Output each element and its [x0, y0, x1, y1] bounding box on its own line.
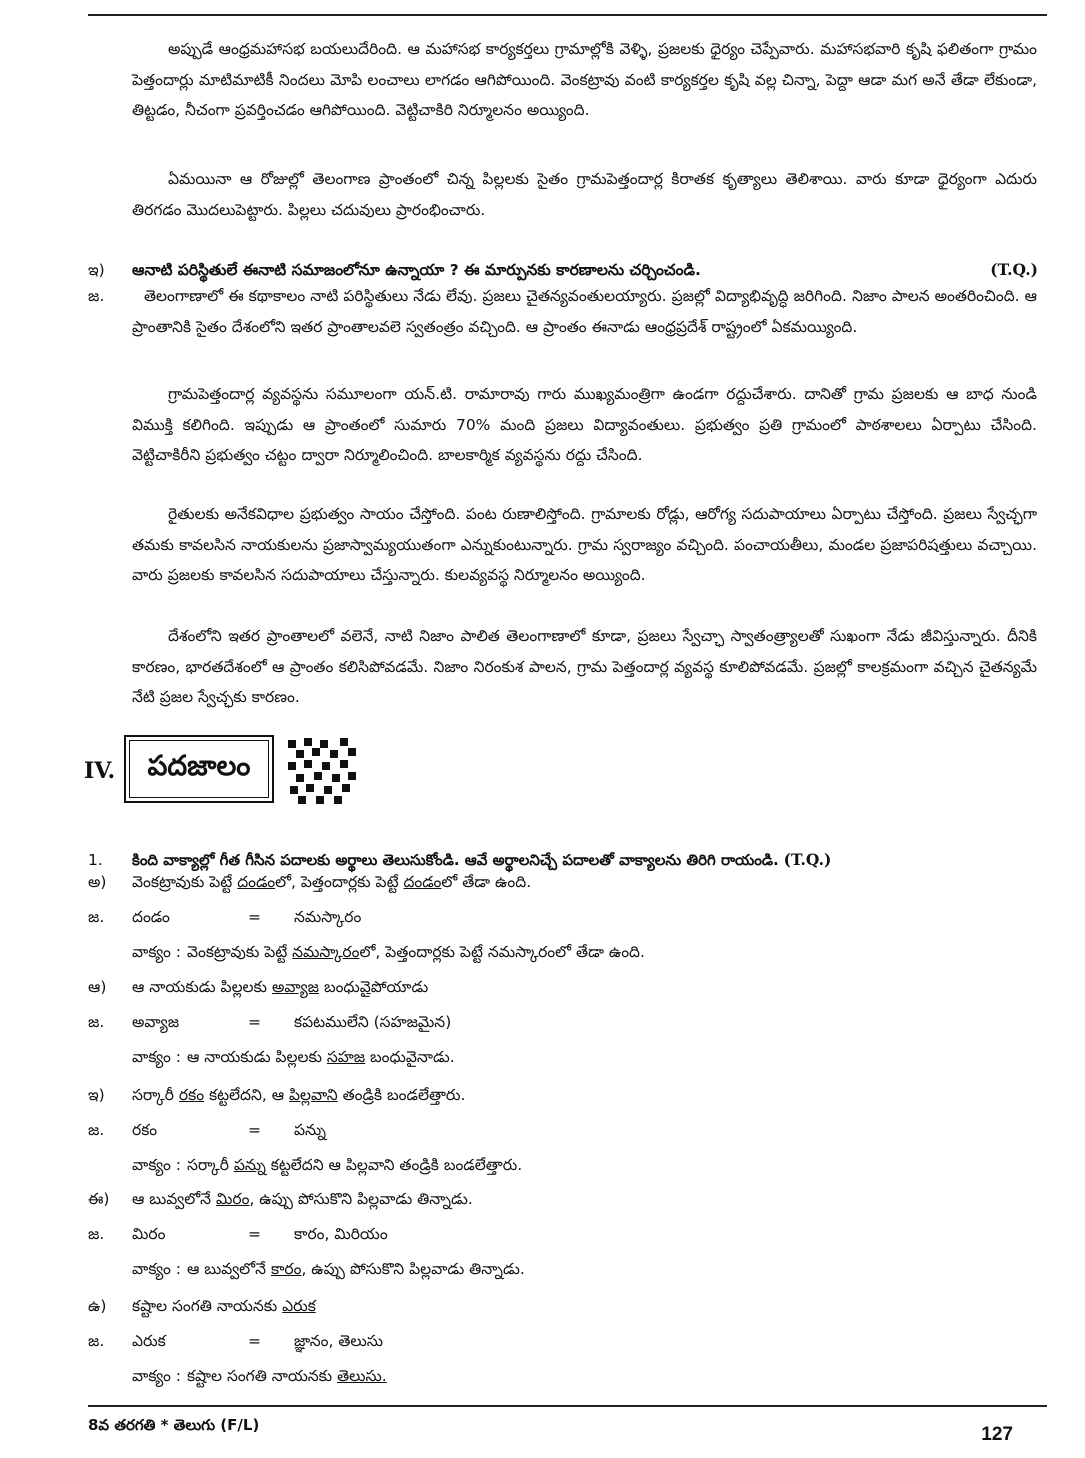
vakyam-label: వాక్యం :	[132, 1048, 181, 1066]
sentence-part: ఎరుక	[282, 1297, 316, 1315]
vakyam-label: వాక్యం :	[132, 1156, 181, 1174]
page-number: 127	[981, 1424, 1013, 1445]
item-marker: ఆ)	[88, 978, 107, 996]
sentence-part: మిరం	[216, 1190, 250, 1208]
sentence-part: ఆ బువ్వలోనే	[186, 1260, 271, 1278]
sentence-part: కారం	[270, 1260, 302, 1278]
sentence-part: కట్టలేదని ఆ పిల్లవాని తండ్రికి బండలేత్తారు.	[265, 1156, 523, 1174]
body-paragraph-1: అప్పుడే ఆంధ్రమహాసభ బయలుదేరింది. ఆ మహాసభ కార్యకర్తలు గ్రామాల్లోకి వెళ్ళి, ప్రజలకు ధైర్యం చెప్పేవారు. మహాసభవారి కృషి ఫలితంగా గ్రామం పెత్తందార్లు మాటిమాటికీ నిందలు మోపి లంచాలు లాగడం ఆగిపోయింది. వెంకట్రావు వంటి కార్యకర్తల కృషి వల్ల చిన్నా, పెద్దా ఆడా మగ అనే తేడా లేకుండా, తిట్టడం, నీచంగా ప్రవర్తించడం ఆగిపోయింది. వెట్టిచాకిరి నిర్మూలనం అయ్యింది.	[132, 40, 1037, 119]
vocab-rewritten-sentence	[132, 940, 645, 964]
sentence-part: దండం	[237, 873, 276, 891]
sentence-part: తండ్రికి బండలేత్తారు.	[337, 1086, 466, 1104]
vocab-word: రకం	[132, 1121, 158, 1139]
answer-paragraph-4: దేశంలోని ఇతర ప్రాంతాలలో వలెనే, నాటి నిజాం పాలిత తెలంగాణాలో కూడా, ప్రజలు స్వేచ్ఛా స్వాతంత్ర్యాలతో సుఖంగా నేడు జీవిస్తున్నారు. దీనికి కారణం, భారతదేశంలో ఆ ప్రాంతం కలిసిపోవడమే. నిజాం నిరంకుశ పాలన, గ్రామ పెత్తందార్ల వ్యవస్థ కూలిపోవడమే. ప్రజల్లో కాలక్రమంగా వచ్చిన చైతన్యమే నేటి ప్రజల స్వేచ్ఛకు కారణం.	[132, 627, 1037, 706]
vocab-word: దండం	[132, 908, 170, 926]
vocab-question-number: 1.	[88, 851, 103, 869]
sentence-part: సహజ	[326, 1048, 366, 1066]
sentence-part: పన్ను	[233, 1156, 266, 1174]
vocab-question	[88, 848, 831, 872]
answer-marker: జ.	[88, 287, 105, 305]
answer-paragraph-2: గ్రామపెత్తందార్ల వ్యవస్థను సమూలంగా యన్.టి. రామారావు గారు ముఖ్యమంత్రిగా ఉండగా రద్దుచేశారు. దానితో గ్రామ ప్రజలకు ఆ బాధ నుండి విముక్తి కలిగింది. ఇప్పుడు ఆ ప్రాంతంలో సుమారు 70% మంది ప్రజలు విద్యావంతులు. ప్రభుత్వం ప్రతి గ్రామంలో పాఠశాలలు ఏర్పాటు చేసింది. వెట్టిచాకిరీని ప్రభుత్వం చట్టం ద్వారా నిర్మూలించింది. బాలకార్మిక వ్యవస్థను రద్దు చేసింది.	[132, 385, 1037, 464]
sentence-part: , ఉప్పు పోసుకొని పిల్లవాడు తిన్నాడు.	[301, 1260, 525, 1278]
answer-marker: జ.	[88, 1121, 105, 1139]
question-marker: ఇ)	[88, 261, 105, 279]
sentence-part: బంధు	[319, 978, 360, 996]
answer-marker: జ.	[88, 1013, 105, 1031]
item-marker: ఇ)	[88, 1086, 105, 1104]
answer-marker: జ.	[88, 1225, 105, 1243]
equals-sign: =	[248, 1121, 261, 1139]
vocab-sentence	[88, 1187, 473, 1211]
vocab-meaning-text: కారం, మిరియం	[294, 1225, 388, 1243]
vocab-sentence	[88, 870, 531, 894]
vocab-question-text: కింది వాక్యాల్లో గీత గీసిన పదాలకు అర్థాలు తెలుసుకోండి. ఆవే అర్థాలనిచ్చే పదాలతో వాక్యాలను తిరిగి రాయండి.	[132, 851, 779, 869]
equals-sign: =	[248, 1332, 261, 1350]
sentence-part: లో, పెత్తందార్లకు పెట్టే	[275, 873, 404, 891]
sentence-part: లో, పెత్తందార్లకు పెట్టే నమస్కారంలో తేడా ఉంది.	[359, 943, 645, 961]
answer-marker: జ.	[88, 908, 105, 926]
vocab-meaning	[88, 1010, 451, 1034]
vocab-rewritten-sentence	[132, 1045, 455, 1069]
body-paragraph-2: ఏమయినా ఆ రోజుల్లో తెలంగాణ ప్రాంతంలో చిన్న పిల్లలకు సైతం గ్రామపెత్తందార్ల కిరాతక కృత్యాలు తెలిశాయి. వారు కూడా ధైర్యంగా ఎదురు తిరగడం మొదలుపెట్టారు. పిల్లలు చదువులు ప్రారంభించారు.	[132, 170, 1037, 219]
equals-sign: =	[248, 1013, 261, 1031]
vakyam-label: వాక్యం :	[132, 1260, 181, 1278]
sentence-part: ఆ నాయకుడు పిల్లలకు	[186, 1048, 327, 1066]
sentence-part: కష్టాల సంగతి నాయనకు	[132, 1297, 283, 1315]
sentence-part: సర్కారీ	[132, 1086, 179, 1104]
top-rule	[88, 14, 1047, 16]
vocab-meaning	[88, 1118, 326, 1142]
bottom-rule	[88, 1405, 1047, 1407]
vocab-meaning	[88, 1329, 383, 1353]
answer-paragraph-1: తెలంగాణాలో ఈ కథాకాలం నాటి పరిస్థితులు నేడు లేవు. ప్రజలు చైతన్యవంతులయ్యారు. ప్రజల్లో విద్యాభివృద్ధి జరిగింది. నిజాం పాలన అంతరించింది. ఆ ప్రాంతానికి సైతం దేశంలోని ఇతర ప్రాంతాలవలె స్వతంత్రం వచ్చింది. ఆ ప్రాంతం ఈనాడు ఆంధ్రప్రదేశ్ రాష్ట్రంలో ఏకమయ్యింది.	[132, 287, 1037, 336]
vocab-rewritten-sentence	[132, 1257, 525, 1281]
item-marker: ఉ)	[88, 1297, 107, 1315]
section-title: పదజాలం	[147, 749, 251, 782]
sentence-part: వై	[359, 978, 371, 996]
vocab-tq-tag: (T.Q.)	[783, 850, 832, 869]
sentence-part: లో తేడా ఉంది.	[441, 873, 532, 891]
vocab-sentence	[88, 975, 428, 999]
section-number: IV.	[84, 758, 116, 784]
sentence-part: బంధువైనాడు.	[365, 1048, 455, 1066]
sentence-part: ఆ బువ్వలోనే	[132, 1190, 216, 1208]
sentence-part: కట్టలేదని, ఆ	[204, 1086, 290, 1104]
answer-paragraph-3: రైతులకు అనేకవిధాల ప్రభుత్వం సాయం చేస్తోంది. పంట రుణాలిస్తోంది. గ్రామాలకు రోడ్లు, ఆరోగ్య సదుపాయాలు ఏర్పాటు చేస్తోంది. ప్రజలు స్వేచ్ఛగా తమకు కావలసిన నాయకులను ప్రజాస్వామ్యయుతంగా ఎన్నుకుంటున్నారు. గ్రామ స్వరాజ్యం వచ్చింది. పంచాయతీలు, మండల ప్రజాపరిషత్తులు వచ్చాయి. వారు ప్రజలకు కావలసిన సదుపాయాలు చేస్తున్నారు. కులవ్యవస్థ నిర్మూలనం అయ్యింది.	[132, 505, 1037, 584]
footer-class-subject: 8వ తరగతి * తెలుగు (F/L)	[88, 1416, 260, 1434]
question-text: ఆనాటి పరిస్థితులే ఈనాటి సమాజంలోనూ ఉన్నాయా ? ఈ మార్పునకు కారణాలను చర్చించండి.	[132, 261, 701, 279]
sentence-part: నమస్కారం	[292, 943, 360, 961]
vocab-meaning-text: పన్ను	[294, 1121, 326, 1139]
sentence-part: రకం	[178, 1086, 205, 1104]
vakyam-label: వాక్యం :	[132, 943, 181, 961]
vocab-meaning-text: నమస్కారం	[294, 908, 362, 926]
item-marker: ఈ)	[88, 1190, 110, 1208]
vocab-meaning-text: జ్ఞానం, తెలుసు	[294, 1332, 383, 1350]
section-title-box	[124, 735, 274, 803]
sentence-part: కష్టాల సంగతి నాయనకు	[186, 1367, 338, 1385]
equals-sign: =	[248, 908, 261, 926]
sentence-part: ఆ నాయకుడు పిల్లలకు	[132, 978, 272, 996]
sentence-part: సర్కారీ	[186, 1156, 234, 1174]
sentence-part: అవ్యాజ	[271, 978, 320, 996]
vocab-word: మిరం	[132, 1225, 166, 1243]
vocab-meaning-text: కపటములేని (సహజమైన)	[294, 1013, 452, 1031]
item-marker: అ)	[88, 873, 107, 891]
vocab-rewritten-sentence	[132, 1364, 387, 1388]
vocab-meaning	[88, 1222, 388, 1246]
sentence-part: పోయాడు	[370, 978, 429, 996]
sentence-part: తెలుసు.	[337, 1367, 387, 1385]
vocab-word: ఎరుక	[132, 1332, 166, 1350]
sentence-part: దండం	[403, 873, 442, 891]
sentence-part: వెంకట్రావుకు పెట్టే	[186, 943, 293, 961]
equals-sign: =	[248, 1225, 261, 1243]
vocab-rewritten-sentence	[132, 1153, 522, 1177]
vocab-word: అవ్యాజ	[132, 1013, 180, 1031]
sentence-part: వెంకట్రావుకు పెట్టే	[132, 873, 238, 891]
sentence-part: , ఉప్పు పోసుకొని పిల్లవాడు తిన్నాడు.	[249, 1190, 473, 1208]
vakyam-label: వాక్యం :	[132, 1367, 181, 1385]
sentence-part: పిల్లవాని	[289, 1086, 338, 1104]
vocab-meaning	[88, 905, 361, 929]
crossword-icon	[286, 736, 360, 806]
vocab-sentence	[88, 1294, 316, 1318]
vocab-sentence	[88, 1083, 465, 1107]
tq-tag: (T.Q.)	[990, 260, 1038, 279]
answer-marker: జ.	[88, 1332, 105, 1350]
